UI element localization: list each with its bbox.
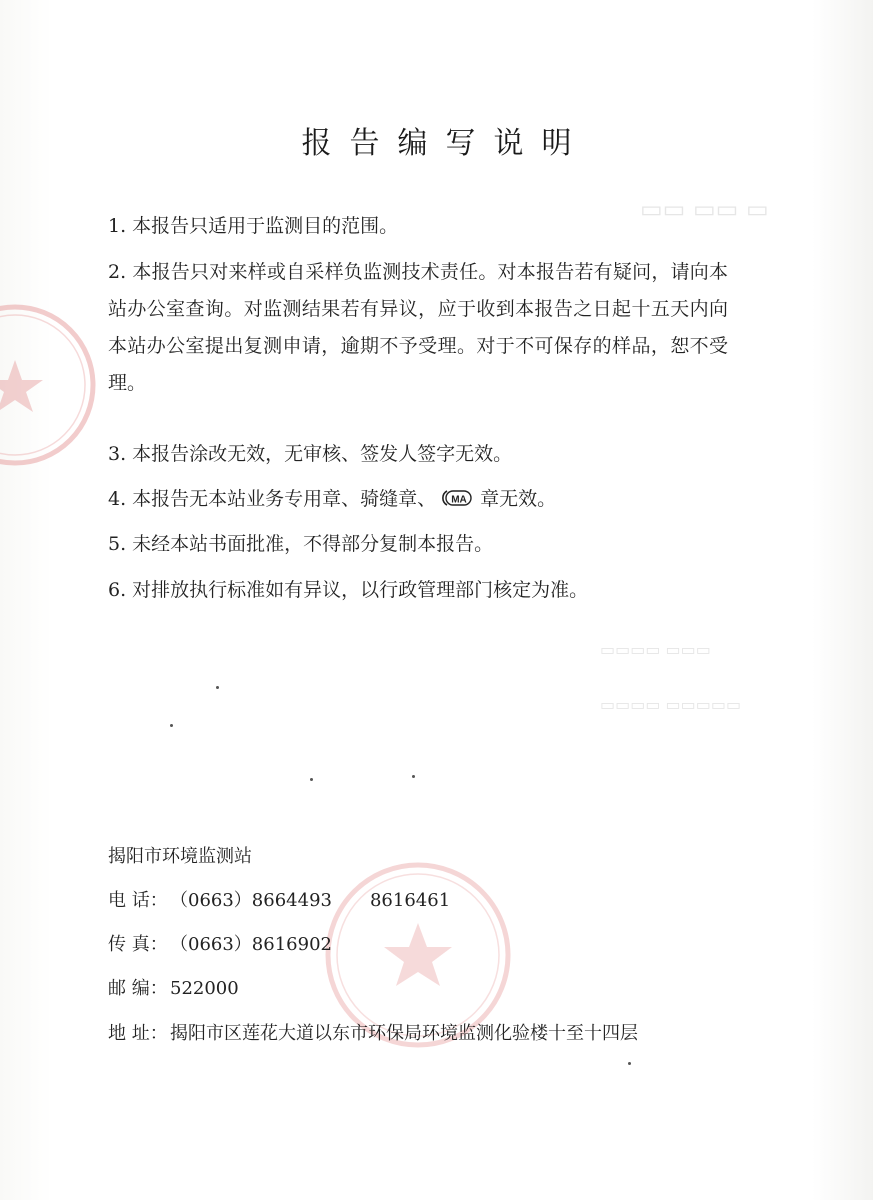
scan-speck — [310, 778, 313, 781]
phone-label: 电 话： — [108, 890, 168, 911]
scan-speck — [170, 724, 173, 727]
rule-item-1 — [108, 208, 728, 245]
show-through-text: ▭▭ ▭▭ ▭ — [640, 195, 769, 223]
rule-number: 4. — [108, 488, 127, 510]
rule-text: 本报告只适用于监测目的范围。 — [132, 215, 399, 237]
postcode-label: 邮 编： — [108, 978, 168, 999]
left-edge-seal-stamp — [0, 300, 100, 470]
show-through-text: ▭▭▭▭ ▭▭▭▭▭ — [600, 695, 742, 714]
phone-line — [108, 886, 450, 912]
phone-number-2: 8616461 — [369, 890, 451, 911]
scan-speck — [628, 1062, 631, 1065]
rule-item-3 — [108, 436, 728, 473]
rule-number: 3. — [108, 443, 127, 465]
rule-number: 2. — [108, 261, 127, 283]
rule-item-2 — [108, 254, 728, 402]
scan-speck — [216, 686, 219, 689]
rule-item-5 — [108, 526, 728, 563]
rule-text: 本报告无本站业务专用章、骑缝章、 — [132, 488, 437, 510]
page-title: 报告编写说明 — [301, 126, 590, 161]
cma-mark-text: MA — [451, 494, 467, 506]
phone-number-1: （0663）8664493 — [170, 890, 332, 911]
rule-number: 1. — [108, 215, 127, 237]
show-through-text: ▭▭▭▭ ▭▭▭ — [600, 640, 711, 659]
rule-item-4 — [108, 481, 728, 518]
fax-line — [108, 930, 332, 956]
address-value: 揭阳市区莲花大道以东市环保局环境监测化验楼十至十四层 — [170, 1023, 638, 1044]
rule-text: 对排放执行标准如有异议，以行政管理部门核定为准。 — [132, 579, 589, 601]
rule-text: 章无效。 — [480, 488, 557, 510]
rule-text: 本报告涂改无效，无审核、签发人签字无效。 — [132, 443, 513, 465]
rule-number: 6. — [108, 579, 127, 601]
fax-label: 传 真： — [108, 934, 168, 955]
rule-number: 5. — [108, 533, 127, 555]
address-label: 地 址： — [108, 1023, 168, 1044]
rule-text: 本报告只对来样或自采样负监测技术责任。对本报告若有疑问，请向本站办公室查询。对监测结果若有异议，应于收到本报告之日起十五天内向本站办公室提出复测申请，逾期不予受理。对于不可保存的样品，恕不受理。 — [108, 261, 728, 394]
address-line — [108, 1019, 638, 1045]
postcode-value: 522000 — [170, 978, 239, 999]
fax-number: （0663）8616902 — [170, 934, 332, 955]
rule-text: 未经本站书面批准，不得部分复制本报告。 — [132, 533, 494, 555]
postcode-line — [108, 974, 239, 1000]
organization-name: 揭阳市环境监测站 — [108, 846, 252, 867]
rule-item-6 — [108, 572, 728, 609]
scan-speck — [412, 775, 415, 778]
cma-mark-icon — [442, 489, 474, 507]
